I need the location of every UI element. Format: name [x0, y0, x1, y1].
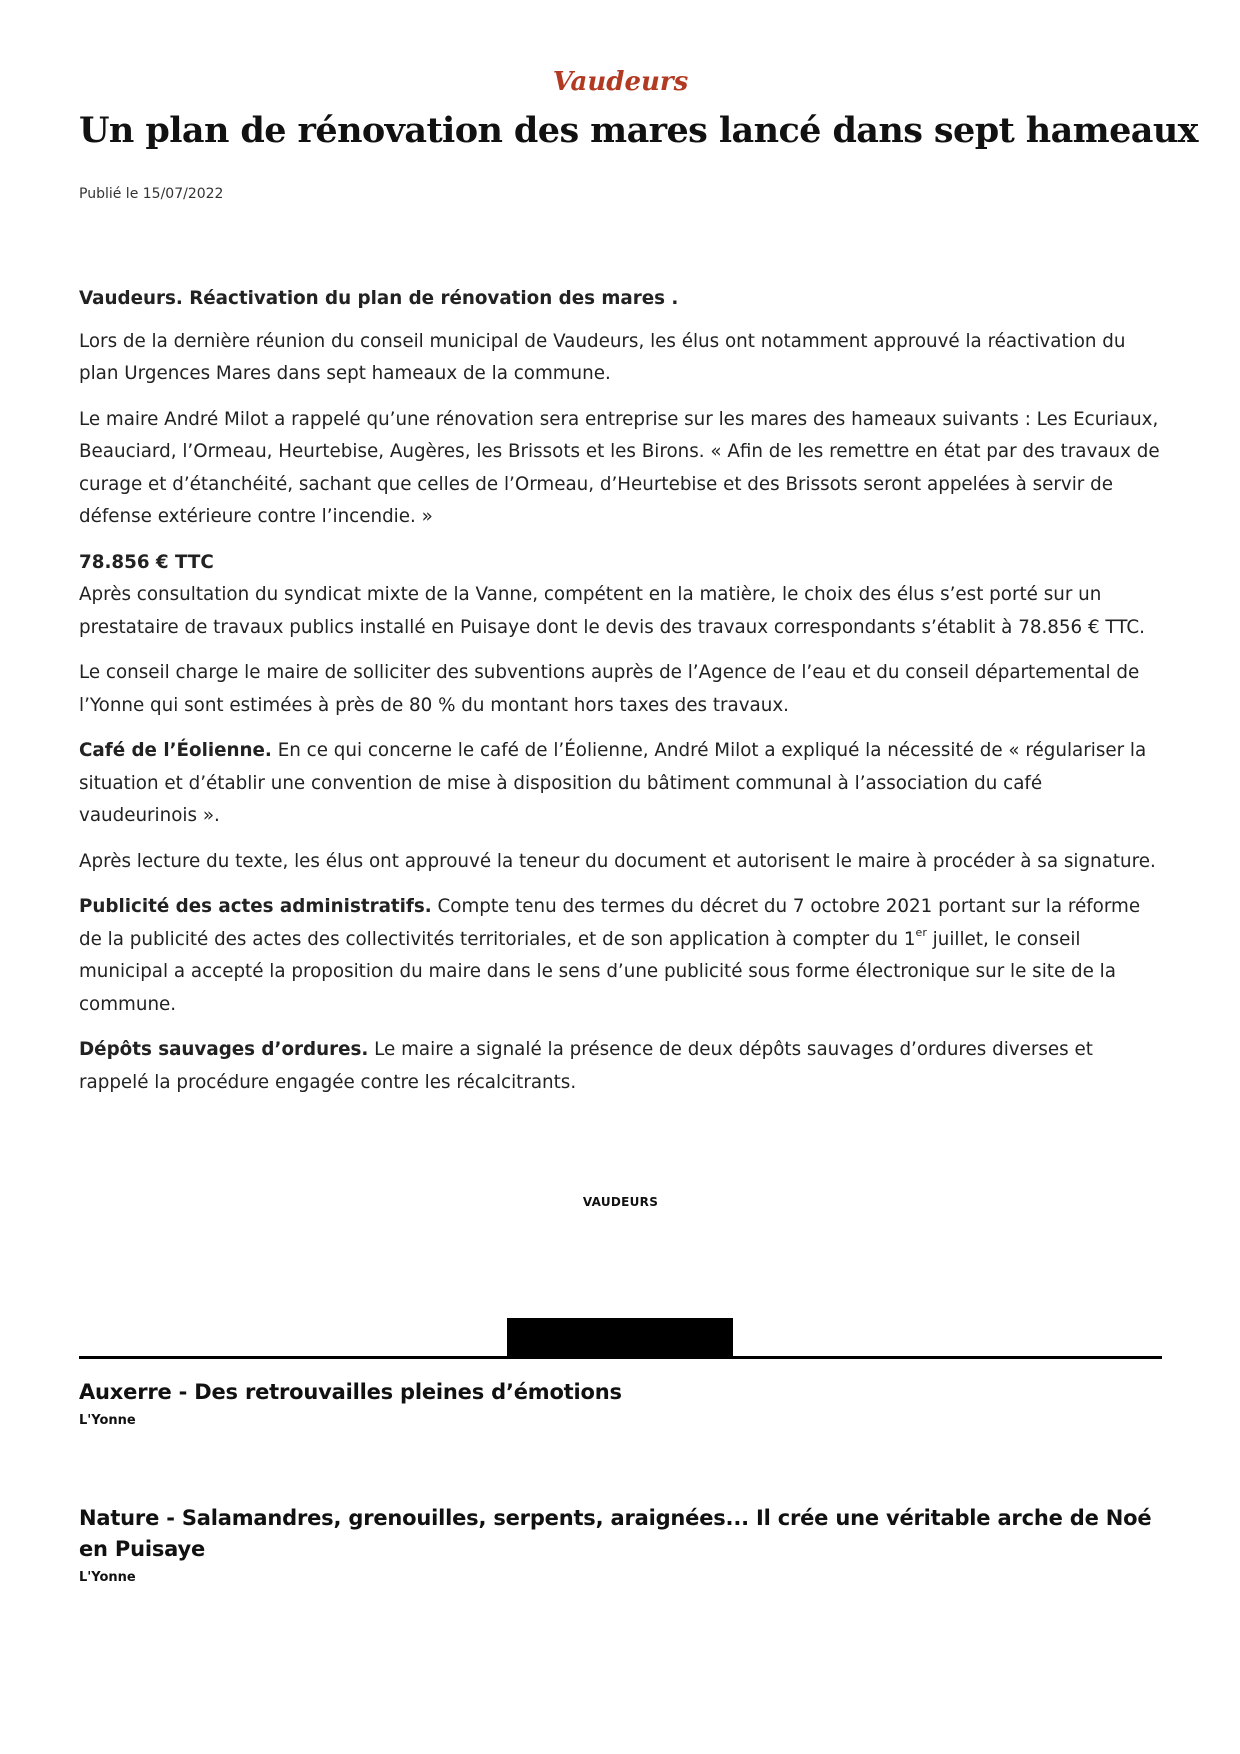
paragraph-1: Lors de la dernière réunion du conseil municipal de Vaudeurs, les élus ont notamment approuvé la réactivation du plan Urgences Mares dans sept hameaux de la commune. [79, 330, 1126, 384]
paragraph-7-superscript: er [915, 925, 927, 939]
article-lead: Vaudeurs. Réactivation du plan de rénovation des mares . [79, 288, 679, 309]
article-tag[interactable]: VAUDEURS [582, 1195, 659, 1209]
related-section-label-block [507, 1318, 733, 1356]
related-section-divider [79, 1356, 1162, 1359]
paragraph-5 [79, 735, 1162, 833]
paragraph-3 [79, 547, 1162, 645]
subheading-amount: 78.856 € TTC [79, 551, 214, 573]
section-kicker[interactable]: Vaudeurs [552, 67, 689, 97]
paragraph-7 [79, 891, 1162, 1021]
related-article-title[interactable]: Auxerre - Des retrouvailles pleines d’émotions [79, 1380, 622, 1404]
paragraph-5-heading: Café de l’Éolienne. [79, 740, 272, 761]
paragraph-5-text: En ce qui concerne le café de l’Éolienne, André Milot a expliqué la nécessité de « régulariser la situation et d’établir une convention de mise à disposition du bâtiment communal à l’association du café vaudeurinois ». [79, 740, 1147, 826]
publication-date: Publié le 15/07/2022 [79, 186, 224, 202]
article-body [79, 283, 1162, 1112]
paragraph-8-heading: Dépôts sauvages d’ordures. [79, 1039, 369, 1060]
paragraph-7-text-a: Compte tenu des termes du décret du 7 octobre 2021 portant sur la réforme de la publicité des actes des collectivités territoriales, et de son application à compter du 1 [79, 896, 1141, 950]
page-title: Un plan de rénovation des mares lancé dans sept hameaux [79, 110, 1198, 151]
paragraph-3-text: Après consultation du syndicat mixte de la Vanne, compétent en la matière, le choix des élus s’est porté sur un prestataire de travaux publics installé en Puisaye dont le devis des travaux correspondants s’établit à 78.856 € TTC. [79, 584, 1145, 638]
related-article-1[interactable] [79, 1377, 1162, 1430]
paragraph-7-text-b: juillet, le conseil municipal a accepté la proposition du maire dans le sens d’une publicité sous forme électronique sur le site de la commune. [79, 928, 1116, 1015]
paragraph-6: Après lecture du texte, les élus ont approuvé la teneur du document et autorisent le maire à procéder à sa signature. [79, 850, 1156, 872]
paragraph-8 [79, 1034, 1162, 1099]
paragraph-2: Le maire André Milot a rappelé qu’une rénovation sera entreprise sur les mares des hameaux suivants : Les Ecuriaux, Beauciard, l’Ormeau, Heurtebise, Augères, les Brissots et les Birons. « Afin de les remettre en état par des travaux de curage et d’étanchéité, sachant que celles de l’Ormeau, d’Heurtebise et des Brissots seront appelées à servir de défense extérieure contre l’incendie. » [79, 408, 1160, 527]
related-article-title[interactable]: Nature - Salamandres, grenouilles, serpents, araignées... Il crée une véritable arche de Noé en Puisaye [79, 1506, 1152, 1561]
paragraph-7-heading: Publicité des actes administratifs. [79, 896, 432, 917]
paragraph-4: Le conseil charge le maire de solliciter des subventions auprès de l’Agence de l’eau et du conseil départemental de l’Yonne qui sont estimées à près de 80 % du montant hors taxes des travaux. [79, 662, 1140, 716]
paragraph-8-text: Le maire a signalé la présence de deux dépôts sauvages d’ordures diverses et rappelé la procédure engagée contre les récalcitrants. [79, 1039, 1093, 1093]
related-article-source: L'Yonne [79, 1413, 136, 1428]
related-article-2[interactable] [79, 1503, 1162, 1587]
related-section-header [79, 1318, 1162, 1358]
related-article-source: L'Yonne [79, 1570, 136, 1585]
